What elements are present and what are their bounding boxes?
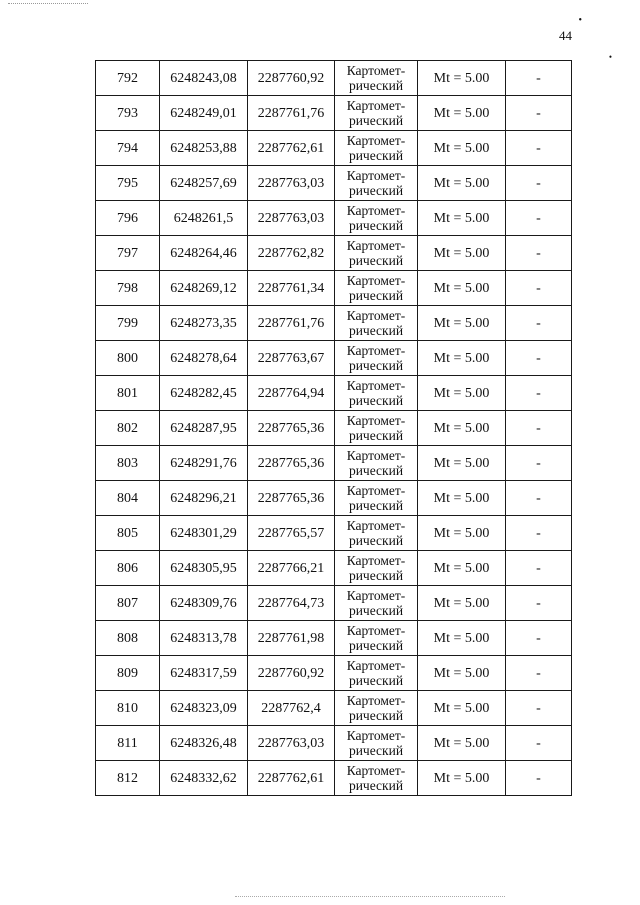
extra-cell: -	[506, 131, 572, 166]
accuracy-cell: Mt = 5.00	[418, 621, 506, 656]
method-line-2: рический	[348, 568, 404, 583]
x-coordinate-cell: 6248309,76	[160, 586, 248, 621]
method-line-2: рический	[348, 218, 404, 233]
page-number: 44	[559, 28, 572, 43]
x-coordinate-cell: 6248291,76	[160, 446, 248, 481]
point-number-cell: 800	[96, 341, 160, 376]
table-row	[96, 516, 572, 551]
method-cell	[335, 306, 418, 341]
accuracy-cell: Mt = 5.00	[418, 726, 506, 761]
extra-cell: -	[506, 586, 572, 621]
x-coordinate-cell: 6248257,69	[160, 166, 248, 201]
method-cell	[335, 481, 418, 516]
accuracy-cell: Mt = 5.00	[418, 236, 506, 271]
table-row	[96, 761, 572, 796]
point-number-cell: 812	[96, 761, 160, 796]
method-line-1: Картомет-	[346, 168, 406, 183]
y-coordinate-cell: 2287761,76	[248, 306, 335, 341]
point-number-cell: 808	[96, 621, 160, 656]
table-row	[96, 96, 572, 131]
y-coordinate-cell: 2287760,92	[248, 61, 335, 96]
method-line-2: рический	[348, 78, 404, 93]
method-line-1: Картомет-	[346, 728, 406, 743]
accuracy-cell: Mt = 5.00	[418, 446, 506, 481]
method-cell	[335, 131, 418, 166]
x-coordinate-cell: 6248269,12	[160, 271, 248, 306]
method-cell	[335, 516, 418, 551]
table-row	[96, 201, 572, 236]
method-cell	[335, 61, 418, 96]
method-line-1: Картомет-	[346, 623, 406, 638]
extra-cell: -	[506, 376, 572, 411]
table-row	[96, 376, 572, 411]
table-row	[96, 586, 572, 621]
accuracy-cell: Mt = 5.00	[418, 411, 506, 446]
accuracy-cell: Mt = 5.00	[418, 271, 506, 306]
method-line-2: рический	[348, 603, 404, 618]
point-number-cell: 804	[96, 481, 160, 516]
point-number-cell: 794	[96, 131, 160, 166]
y-coordinate-cell: 2287765,57	[248, 516, 335, 551]
extra-cell: -	[506, 761, 572, 796]
method-line-1: Картомет-	[346, 448, 406, 463]
accuracy-cell: Mt = 5.00	[418, 516, 506, 551]
scan-dot-mark: •	[578, 15, 582, 26]
table-row	[96, 726, 572, 761]
y-coordinate-cell: 2287763,67	[248, 341, 335, 376]
method-line-1: Картомет-	[346, 63, 406, 78]
x-coordinate-cell: 6248282,45	[160, 376, 248, 411]
table-row	[96, 691, 572, 726]
extra-cell: -	[506, 446, 572, 481]
accuracy-cell: Mt = 5.00	[418, 131, 506, 166]
point-number-cell: 801	[96, 376, 160, 411]
method-line-1: Картомет-	[346, 238, 406, 253]
coordinates-table-container	[95, 60, 572, 796]
method-cell	[335, 411, 418, 446]
accuracy-cell: Mt = 5.00	[418, 551, 506, 586]
method-line-2: рический	[348, 288, 404, 303]
method-cell	[335, 271, 418, 306]
method-cell	[335, 341, 418, 376]
method-cell	[335, 236, 418, 271]
table-row	[96, 306, 572, 341]
extra-cell: -	[506, 656, 572, 691]
table-row	[96, 131, 572, 166]
table-row	[96, 341, 572, 376]
point-number-cell: 793	[96, 96, 160, 131]
table-row	[96, 446, 572, 481]
y-coordinate-cell: 2287766,21	[248, 551, 335, 586]
x-coordinate-cell: 6248317,59	[160, 656, 248, 691]
table-row	[96, 61, 572, 96]
x-coordinate-cell: 6248261,5	[160, 201, 248, 236]
y-coordinate-cell: 2287764,73	[248, 586, 335, 621]
y-coordinate-cell: 2287763,03	[248, 201, 335, 236]
method-cell	[335, 166, 418, 201]
y-coordinate-cell: 2287763,03	[248, 726, 335, 761]
x-coordinate-cell: 6248313,78	[160, 621, 248, 656]
accuracy-cell: Mt = 5.00	[418, 201, 506, 236]
point-number-cell: 792	[96, 61, 160, 96]
method-line-1: Картомет-	[346, 658, 406, 673]
scan-artifact-top	[8, 3, 88, 7]
x-coordinate-cell: 6248326,48	[160, 726, 248, 761]
method-cell	[335, 656, 418, 691]
accuracy-cell: Mt = 5.00	[418, 691, 506, 726]
table-row	[96, 656, 572, 691]
x-coordinate-cell: 6248296,21	[160, 481, 248, 516]
y-coordinate-cell: 2287762,61	[248, 131, 335, 166]
y-coordinate-cell: 2287762,82	[248, 236, 335, 271]
x-coordinate-cell: 6248273,35	[160, 306, 248, 341]
method-line-1: Картомет-	[346, 518, 406, 533]
method-line-1: Картомет-	[346, 413, 406, 428]
table-row	[96, 271, 572, 306]
y-coordinate-cell: 2287765,36	[248, 446, 335, 481]
method-line-1: Картомет-	[346, 203, 406, 218]
method-cell	[335, 621, 418, 656]
x-coordinate-cell: 6248305,95	[160, 551, 248, 586]
extra-cell: -	[506, 621, 572, 656]
method-cell	[335, 201, 418, 236]
method-line-2: рический	[348, 113, 404, 128]
method-line-2: рический	[348, 253, 404, 268]
y-coordinate-cell: 2287764,94	[248, 376, 335, 411]
accuracy-cell: Mt = 5.00	[418, 61, 506, 96]
x-coordinate-cell: 6248332,62	[160, 761, 248, 796]
table-row	[96, 411, 572, 446]
method-line-2: рический	[348, 533, 404, 548]
y-coordinate-cell: 2287762,61	[248, 761, 335, 796]
table-row	[96, 481, 572, 516]
point-number-cell: 795	[96, 166, 160, 201]
accuracy-cell: Mt = 5.00	[418, 656, 506, 691]
extra-cell: -	[506, 726, 572, 761]
table-row	[96, 166, 572, 201]
method-cell	[335, 551, 418, 586]
method-line-2: рический	[348, 463, 404, 478]
extra-cell: -	[506, 691, 572, 726]
method-cell	[335, 446, 418, 481]
extra-cell: -	[506, 61, 572, 96]
scan-dot-mark-small: •	[608, 52, 612, 62]
y-coordinate-cell: 2287761,76	[248, 96, 335, 131]
method-line-1: Картомет-	[346, 763, 406, 778]
method-cell	[335, 761, 418, 796]
method-line-1: Картомет-	[346, 308, 406, 323]
extra-cell: -	[506, 341, 572, 376]
method-cell	[335, 726, 418, 761]
scan-artifact-bottom	[235, 896, 505, 899]
method-line-1: Картомет-	[346, 98, 406, 113]
y-coordinate-cell: 2287760,92	[248, 656, 335, 691]
accuracy-cell: Mt = 5.00	[418, 341, 506, 376]
extra-cell: -	[506, 551, 572, 586]
method-line-2: рический	[348, 428, 404, 443]
y-coordinate-cell: 2287761,98	[248, 621, 335, 656]
method-line-2: рический	[348, 393, 404, 408]
extra-cell: -	[506, 411, 572, 446]
point-number-cell: 810	[96, 691, 160, 726]
method-line-1: Картомет-	[346, 378, 406, 393]
extra-cell: -	[506, 166, 572, 201]
extra-cell: -	[506, 306, 572, 341]
method-line-2: рический	[348, 743, 404, 758]
point-number-cell: 803	[96, 446, 160, 481]
x-coordinate-cell: 6248278,64	[160, 341, 248, 376]
method-line-1: Картомет-	[346, 588, 406, 603]
method-cell	[335, 691, 418, 726]
accuracy-cell: Mt = 5.00	[418, 96, 506, 131]
accuracy-cell: Mt = 5.00	[418, 306, 506, 341]
accuracy-cell: Mt = 5.00	[418, 166, 506, 201]
point-number-cell: 802	[96, 411, 160, 446]
x-coordinate-cell: 6248287,95	[160, 411, 248, 446]
method-cell	[335, 96, 418, 131]
point-number-cell: 797	[96, 236, 160, 271]
table-row	[96, 236, 572, 271]
point-number-cell: 799	[96, 306, 160, 341]
y-coordinate-cell: 2287765,36	[248, 411, 335, 446]
accuracy-cell: Mt = 5.00	[418, 481, 506, 516]
method-line-2: рический	[348, 708, 404, 723]
extra-cell: -	[506, 201, 572, 236]
method-cell	[335, 586, 418, 621]
method-line-2: рический	[348, 638, 404, 653]
y-coordinate-cell: 2287763,03	[248, 166, 335, 201]
method-line-2: рический	[348, 778, 404, 793]
method-line-1: Картомет-	[346, 483, 406, 498]
method-line-1: Картомет-	[346, 553, 406, 568]
point-number-cell: 806	[96, 551, 160, 586]
method-cell	[335, 376, 418, 411]
x-coordinate-cell: 6248301,29	[160, 516, 248, 551]
extra-cell: -	[506, 271, 572, 306]
extra-cell: -	[506, 96, 572, 131]
point-number-cell: 811	[96, 726, 160, 761]
coordinates-table	[95, 60, 572, 796]
method-line-1: Картомет-	[346, 133, 406, 148]
method-line-2: рический	[348, 498, 404, 513]
method-line-1: Картомет-	[346, 693, 406, 708]
point-number-cell: 805	[96, 516, 160, 551]
table-row	[96, 621, 572, 656]
method-line-2: рический	[348, 358, 404, 373]
extra-cell: -	[506, 236, 572, 271]
point-number-cell: 796	[96, 201, 160, 236]
table-body	[96, 61, 572, 796]
point-number-cell: 807	[96, 586, 160, 621]
method-line-2: рический	[348, 673, 404, 688]
x-coordinate-cell: 6248323,09	[160, 691, 248, 726]
y-coordinate-cell: 2287762,4	[248, 691, 335, 726]
accuracy-cell: Mt = 5.00	[418, 376, 506, 411]
extra-cell: -	[506, 481, 572, 516]
method-line-2: рический	[348, 148, 404, 163]
accuracy-cell: Mt = 5.00	[418, 761, 506, 796]
y-coordinate-cell: 2287765,36	[248, 481, 335, 516]
method-line-1: Картомет-	[346, 343, 406, 358]
y-coordinate-cell: 2287761,34	[248, 271, 335, 306]
table-row	[96, 551, 572, 586]
method-line-1: Картомет-	[346, 273, 406, 288]
method-line-2: рический	[348, 323, 404, 338]
extra-cell: -	[506, 516, 572, 551]
x-coordinate-cell: 6248253,88	[160, 131, 248, 166]
x-coordinate-cell: 6248243,08	[160, 61, 248, 96]
x-coordinate-cell: 6248249,01	[160, 96, 248, 131]
method-line-2: рический	[348, 183, 404, 198]
point-number-cell: 798	[96, 271, 160, 306]
x-coordinate-cell: 6248264,46	[160, 236, 248, 271]
point-number-cell: 809	[96, 656, 160, 691]
accuracy-cell: Mt = 5.00	[418, 586, 506, 621]
